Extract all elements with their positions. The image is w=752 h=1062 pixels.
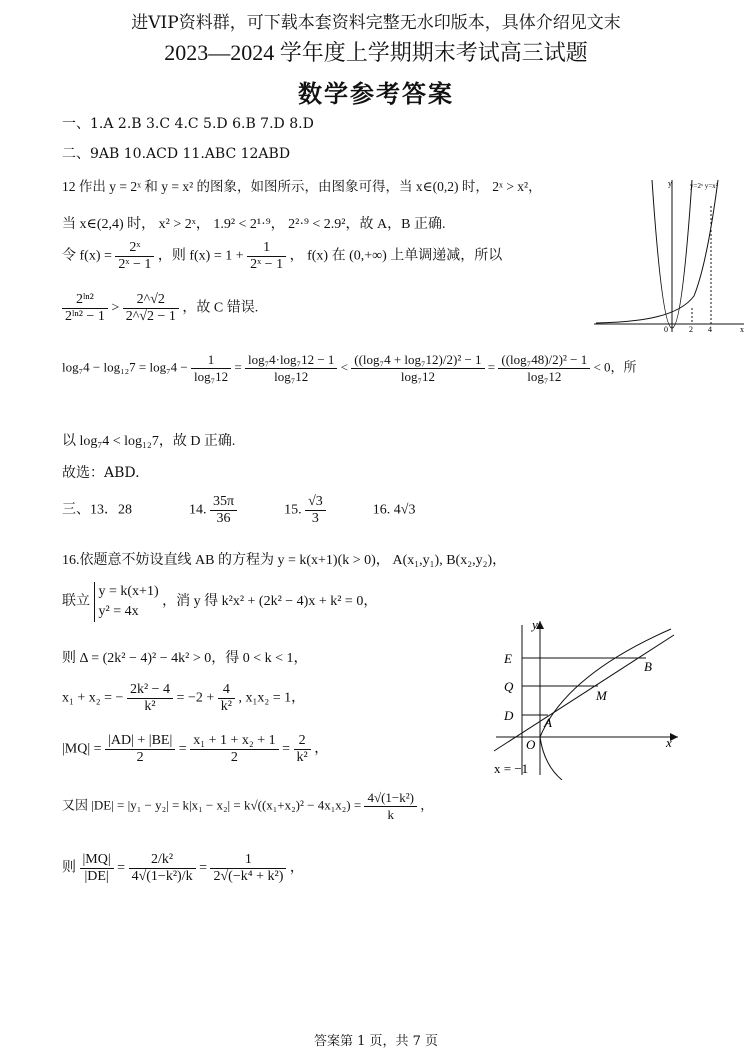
sys-eq1: y = k(x+1) (98, 584, 159, 599)
parabola-curve (540, 629, 671, 780)
q12-line4-end: ，故 C 错误. (182, 300, 259, 316)
frac-denominator: k² (144, 699, 156, 714)
page-footer: 答案第 1 页，共 7 页 (313, 1034, 439, 1049)
q12-line3 (62, 240, 502, 273)
frac-numerator: 4 (218, 682, 235, 699)
frac-denominator: 4√(1−k²)/k (131, 869, 193, 884)
ratio-end: ， (289, 860, 304, 876)
q12-line4 (62, 292, 258, 325)
q12-conclusion: 故选：ABD. (62, 465, 140, 481)
eq-sign: = (487, 359, 496, 375)
eq-sign: = (199, 860, 207, 876)
multi-choice-answers: 二、9AB 10.ACD 11.ABC 12ABD (62, 146, 291, 162)
q12-line1: 12 作出 y = 2ˣ 和 y = x² 的图象，如图所示，由图象可得，当 x∈(0,2) 时， 2ˣ > x²， (62, 179, 542, 194)
frac-denominator: 2ˣ − 1 (250, 257, 284, 272)
q15-answer (305, 494, 326, 527)
q16-line1: 16.依题意不妨设直线 AB 的方程为 y = k(x+1)(k > 0)， A(x₁,y₁), B(x₂,y₂)， (62, 553, 507, 568)
gt-sign: > (111, 300, 120, 316)
doc-title: 数学参考答案 (298, 79, 454, 108)
point-d-label: D (504, 708, 514, 723)
q12-frac-ln2 (62, 292, 108, 325)
fill-blank-answers (62, 494, 415, 527)
frac-denominator: log₇12 (193, 369, 229, 384)
directrix-label: x = −1 (494, 761, 529, 776)
mq-frac-2 (190, 733, 278, 766)
log-frac-2 (245, 352, 337, 385)
lt-sign: < (340, 359, 349, 375)
single-choice-answers: 一、1.A 2.B 3.C 4.C 5.D 6.B 7.D 8.D (62, 116, 314, 132)
frac-numerator: 1 (191, 352, 231, 369)
eq-sign: = (117, 860, 126, 876)
graph1-x-label: x (740, 325, 744, 334)
frac-numerator: 2k² − 4 (127, 682, 173, 699)
frac-denominator: log₇12 (527, 369, 562, 384)
frac-denominator: 2√(−k⁴ + k²) (213, 869, 284, 884)
q12-log-line (62, 352, 637, 385)
frac-denominator: k (387, 807, 394, 822)
mq-frac-3 (294, 733, 311, 766)
sys-label: 联立 (62, 594, 90, 610)
frac-numerator: 4√(1−k²) (364, 790, 417, 807)
ratio-a: 则 (62, 860, 76, 876)
eq-sign: = (178, 741, 187, 757)
frac-numerator: ((log₇48)/2)² − 1 (498, 352, 590, 369)
eq-sign: = (234, 359, 242, 375)
frac-denominator: 2 (230, 750, 238, 765)
frac-numerator: 2^√2 (123, 292, 179, 309)
frac-denominator: |DE| (84, 869, 109, 884)
graph1-legend: y=2ˣ y=x² (690, 182, 718, 190)
log-frac-3 (351, 352, 484, 385)
sum-b: = −2 + (176, 690, 215, 706)
log-line-a: log₇4 − log₁₂7 = log₇4 − (62, 359, 188, 375)
point-b-label: B (644, 659, 652, 674)
line-ab (494, 635, 674, 751)
sys-eq2: y² = 4x (98, 604, 139, 619)
de-a: 又因 |DE| = |y₁ − y₂| = k|x₁ − x₂| = k√((x₁+x₂)² − 4x₁x₂) = (62, 797, 362, 813)
frac-numerator: log₇4·log₇12 − 1 (245, 352, 337, 369)
promo-text: 进VIP资料群，可下载本套资料完整无水印版本，具体介绍见文末 (131, 13, 621, 33)
graph2-y-label: y (532, 617, 538, 632)
frac-denominator: 2^√2 − 1 (125, 309, 176, 324)
q14-label: 14. (189, 502, 207, 518)
frac-numerator: 2/k² (129, 852, 196, 869)
frac-denominator: 2ˣ − 1 (118, 257, 152, 272)
q16-system (62, 582, 377, 622)
graph2-x-label: x (666, 735, 672, 750)
frac-denominator: k² (220, 699, 232, 714)
sum-a: x₁ + x₂ = − (62, 690, 124, 706)
graph2-origin-label: O (526, 737, 536, 752)
point-a-label: A (544, 715, 552, 730)
q12-line3-a: 令 f(x) = (62, 248, 112, 264)
point-e-label: E (504, 651, 512, 666)
sum-c: , x₁x₂ = 1， (238, 690, 306, 706)
frac-numerator: 35π (210, 494, 237, 511)
graph1-tick-4: 4 (708, 325, 712, 334)
frac-denominator: 2 (136, 750, 144, 765)
ratio-frac-1 (80, 852, 114, 885)
q12-line3-c: ， f(x) 在 (0,+∞) 上单调递减，所以 (289, 248, 503, 264)
q16-label: 16. (372, 502, 391, 518)
equation-system (94, 582, 159, 622)
ratio-frac-2 (129, 852, 196, 885)
q12-line2: 当 x∈(2,4) 时， x² > 2ˣ， 1.9² < 2¹·⁹， 2²·⁹ < 2.9²，故 A，B 正确. (62, 217, 446, 232)
frac-denominator: k² (296, 750, 308, 765)
exam-title: 2023—2024 学年度上学期期末考试高三试题 (164, 40, 588, 65)
frac-numerator: √3 (305, 494, 326, 511)
mq-a: |MQ| = (62, 741, 102, 757)
q12-frac-fx (115, 240, 154, 273)
frac-denominator: log₇12 (400, 369, 435, 384)
frac-numerator: 2 (294, 733, 311, 750)
graph1-tick-2: 2 (689, 325, 693, 334)
frac-numerator: |AD| + |BE| (105, 733, 175, 750)
frac-numerator: x₁ + 1 + x₂ + 1 (190, 733, 278, 750)
q12-log-line-b: 以 log₇4 < log₁₂7，故 D 正确. (62, 434, 236, 449)
exp-vs-square-graph (594, 176, 750, 334)
frac-numerator: 2ˣ (115, 240, 154, 257)
eq-sign: = (282, 741, 291, 757)
q16-sum (62, 682, 305, 715)
q12-frac-fx2 (247, 240, 286, 273)
fill-prefix: 三、13．28 (62, 502, 132, 518)
ratio-frac-3 (210, 852, 286, 885)
q14-answer (210, 494, 237, 527)
graph1-origin-label: 0 (664, 325, 668, 334)
mq-frac-1 (105, 733, 175, 766)
point-q-label: Q (504, 679, 514, 694)
graph1-y-label: y (668, 179, 672, 188)
q12-frac-sqrt2 (123, 292, 179, 325)
frac-numerator: 1 (210, 852, 286, 869)
sum-frac-1 (127, 682, 173, 715)
exponential-curve (596, 180, 718, 323)
point-m-label: M (596, 688, 607, 703)
q16-delta: 则 Δ = (2k² − 4)² − 4k² > 0，得 0 < k < 1， (62, 651, 308, 666)
q16-mq (62, 733, 328, 766)
parabola-line-graph (486, 615, 686, 780)
mq-end: ， (314, 741, 329, 757)
de-frac (364, 790, 417, 823)
sys-rest: ，消 y 得 k²x² + (2k² − 4)x + k² = 0， (162, 594, 378, 610)
log-line-end: < 0，所 (593, 359, 637, 375)
frac-numerator: ((log₇4 + log₇12)/2)² − 1 (351, 352, 484, 369)
frac-denominator: 2ˡⁿ² − 1 (65, 309, 105, 324)
frac-numerator: 1 (247, 240, 286, 257)
q15-label: 15. (284, 502, 302, 518)
frac-denominator: 3 (311, 511, 319, 526)
q16-de (62, 790, 433, 823)
log-frac-1 (191, 352, 231, 385)
frac-denominator: log₇12 (274, 369, 309, 384)
sum-frac-2 (218, 682, 235, 715)
log-frac-4 (498, 352, 590, 385)
frac-denominator: 36 (216, 511, 231, 526)
frac-numerator: |MQ| (80, 852, 114, 869)
q16-answer: 4√3 (393, 502, 416, 518)
de-end: ， (420, 797, 434, 813)
q12-line3-b: ，则 f(x) = 1 + (157, 248, 244, 264)
frac-numerator: 2ˡⁿ² (62, 292, 108, 309)
q16-ratio (62, 852, 304, 885)
